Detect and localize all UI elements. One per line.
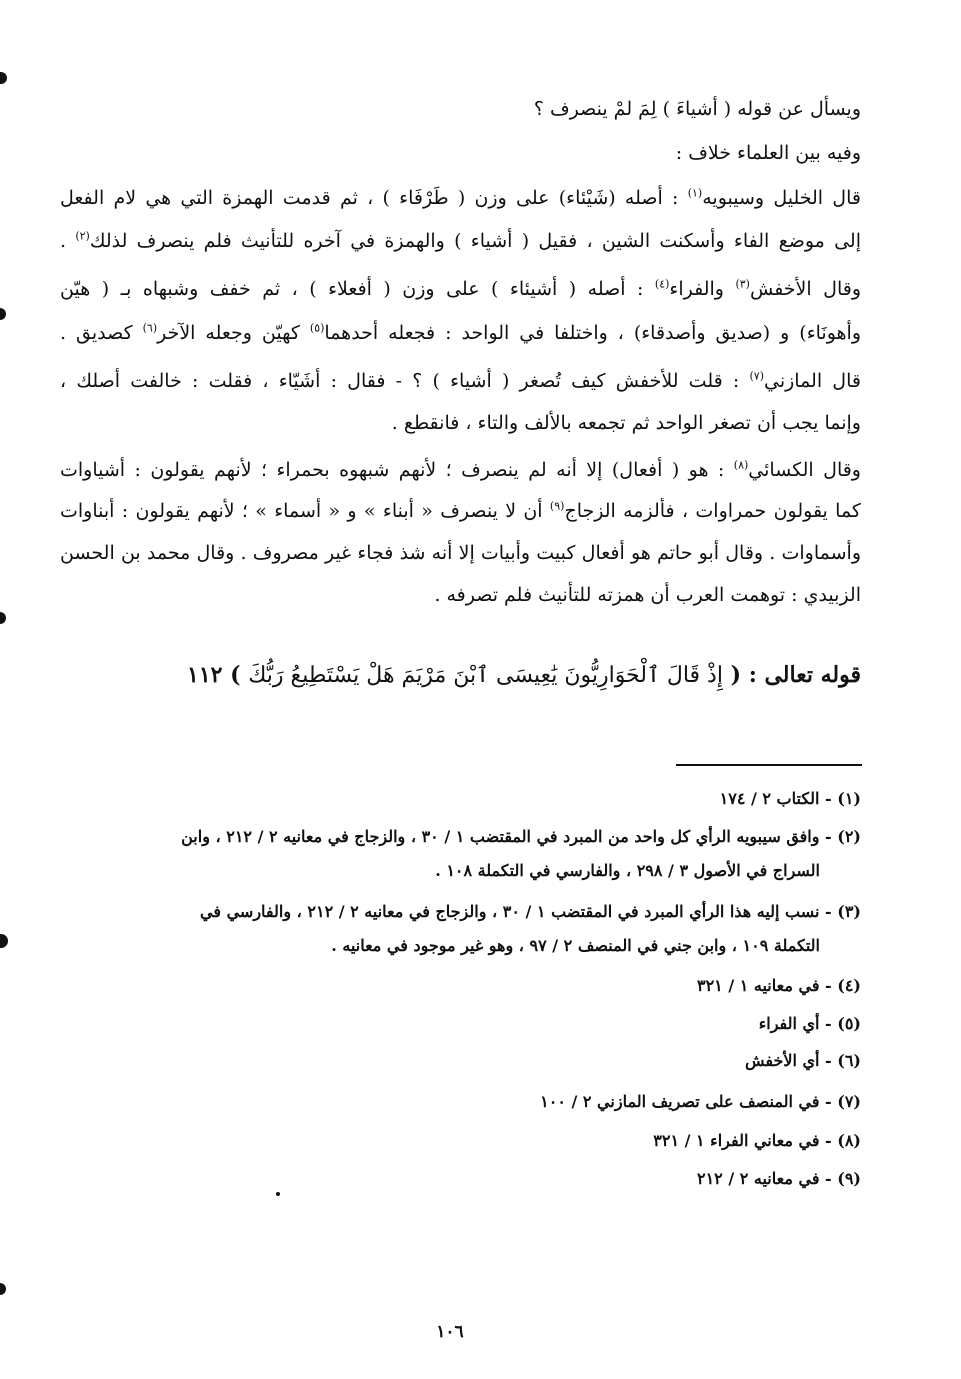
text-run: وفيه بين العلماء خلاف :	[675, 142, 861, 164]
heading-prefix: قوله تعالى : (	[730, 662, 861, 688]
text-run: وقال الأخفش	[749, 278, 861, 300]
text-run: كهيّن وجعله الآخر	[157, 322, 310, 344]
text-run: والفراء	[669, 278, 736, 300]
text-run: : أصله ( أشيئاء ) على وزن ( أفعلاء ) ، ثم خفف وشبهاه بـ ( هيّن	[60, 278, 655, 300]
text-run: : هو ( أفعال) إلا أنه لم ينصرف ؛ لأنهم شبهوه بحمراء ؛ لأنهم يقولون : أشياوات	[60, 459, 734, 481]
body-line	[434, 582, 861, 608]
footnote-ref: (٥)	[309, 321, 325, 335]
binding-hole-mark	[0, 1283, 6, 1295]
footnote-4: (٤) - في معانيه ١ / ٣٢١	[696, 976, 861, 995]
text-run: ويسأل عن قوله ( أشياءَ ) لِمَ لمْ ينصرف ؟	[533, 98, 861, 120]
text-run: قال الخليل وسيبويه	[702, 187, 861, 209]
footnote-ref: (٦)	[142, 321, 158, 335]
footnote-ref: (٢)	[75, 229, 90, 243]
speck	[276, 1192, 280, 1196]
verse-number: ) ١١٢	[187, 662, 241, 688]
page-number: ١٠٦	[436, 1322, 464, 1342]
text-run: وأسماوات . وقال أبو حاتم هو أفعال كبيت وأبيات إلا أنه شذ فجاء غير مصروف . وقال محمد بن الحسن	[60, 542, 861, 564]
text-run: الزبيدي : توهمت العرب أن همزته للتأنيث فلم تصرفه .	[434, 584, 861, 606]
body-line	[676, 140, 861, 166]
text-run: كما يقولون حمراوات ، فألزمه الزجاج	[564, 500, 861, 522]
binding-hole-mark	[0, 308, 6, 320]
quran-verse: إِذْ قَالَ ٱلْحَوَارِيُّونَ يَٰعِيسَى ٱبْنَ مَرْيَمَ هَلْ يَسْتَطِيعُ رَبُّكَ	[248, 663, 723, 688]
footnote-ref: (١)	[687, 186, 703, 200]
footnote-6: (٦) - أي الأخفش	[744, 1051, 861, 1070]
verse-heading	[81, 662, 861, 689]
footnote-8: (٨) - في معاني الفراء ١ / ٣٢١	[653, 1131, 861, 1150]
footnote-ref: (٣)	[735, 277, 750, 291]
text-run: وإنما يجب أن تصغر الواحد ثم تجمعه بالألف والتاء ، فانقطع .	[391, 412, 861, 434]
text-run: : قلت للأخفش كيف تُصغر ( أشياء ) ؟ - فقال : أُشَيّاء ، فقلت : خالفت أصلك ،	[60, 370, 750, 392]
footnote-7: (٧) - في المنصف على تصريف المازني ٢ / ١٠٠	[540, 1092, 861, 1111]
footnote-5: (٥) - أي الفراء	[758, 1014, 861, 1033]
body-line	[534, 96, 861, 122]
body-line	[60, 228, 861, 254]
footnote-ref: (٨)	[733, 458, 749, 472]
footnote-3-cont: التكملة ١٠٩ ، وابن جني في المنصف ٢ / ٩٧ ، وهو غير موجود في معانيه .	[331, 936, 820, 955]
footnote-2: (٢) - وافق سيبويه الرأي كل واحد من المبرد في المقتضب ١ / ٣٠ ، والزجاج في معانيه ٢ / ٢١٢ ، وابن	[181, 827, 861, 846]
text-run: وأهونَاء) و (صديق وأصدقاء) ، واختلفا في الواحد : فجعله أحدهما	[324, 322, 861, 344]
text-run: إلى موضع الفاء وأسكنت الشين ، فقيل ( أشياء ) والهمزة في آخره للتأنيث فلم ينصرف لذلك	[89, 230, 861, 252]
body-line	[60, 368, 861, 394]
body-line	[60, 320, 861, 346]
body-line	[60, 498, 861, 524]
text-run: أن لا ينصرف « أبناء » و « أسماء » ؛ لأنهم يقولون : أبناوات	[60, 500, 550, 522]
binding-hole-mark	[0, 612, 6, 624]
text-run: .	[60, 230, 76, 252]
text-run: قال المازني	[763, 370, 861, 392]
footnote-ref: (٤)	[654, 277, 670, 291]
text-run: كصديق .	[60, 322, 143, 344]
body-line	[60, 185, 861, 211]
body-line	[392, 410, 861, 436]
footnote-1: (١) - الكتاب ٢ / ١٧٤	[719, 789, 861, 808]
footnote-9: (٩) - في معانيه ٢ / ٢١٢	[696, 1169, 861, 1188]
footnote-3: (٣) - نسب إليه هذا الرأي المبرد في المقتضب ١ / ٣٠ ، والزجاج في معانيه ٢ / ٢١٢ ، والفارسي في	[200, 902, 861, 921]
body-line	[60, 276, 861, 302]
footnote-separator	[676, 764, 862, 766]
body-line	[60, 540, 861, 566]
footnote-2-cont: السراج في الأصول ٣ / ٢٩٨ ، والفارسي في التكملة ١٠٨ .	[435, 861, 820, 880]
footnote-ref: (٧)	[749, 369, 764, 383]
binding-hole-mark	[0, 72, 7, 84]
text-run: : أصله (شَيْئاء) على وزن ( طَرْفَاء ) ، ثم قدمت الهمزة التي هي لام الفعل	[60, 187, 688, 209]
text-run: وقال الكسائي	[748, 459, 861, 481]
binding-hole-mark	[0, 934, 8, 948]
footnote-ref: (٩)	[549, 499, 565, 513]
body-line	[60, 457, 861, 483]
